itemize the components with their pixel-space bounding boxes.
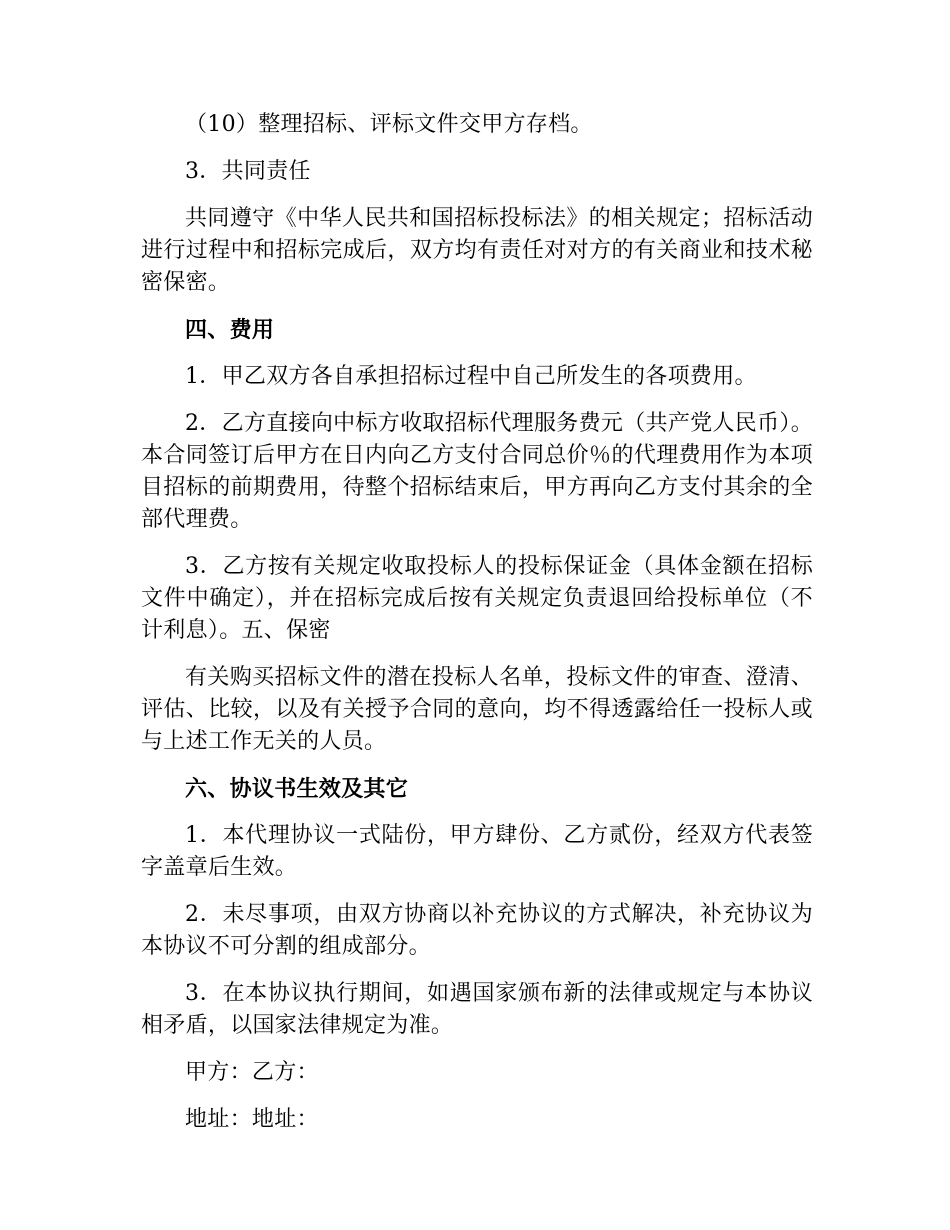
party-address-line: 地址：地址：	[185, 1107, 319, 1132]
clause-3-joint-responsibility-title: 3．共同责任	[185, 159, 311, 184]
section-4-fees-heading: 四、费用	[185, 317, 275, 343]
effect-clause-1: 1．本代理协议一式陆份，甲方肆份、乙方贰份，经双方代表签字盖章后生效。	[141, 823, 813, 880]
section-6-effect-heading: 六、协议书生效及其它	[185, 776, 409, 802]
fees-clause-3: 3．乙方按有关规定收取投标人的投标保证金（具体金额在招标文件中确定），并在招标完成后按有关规定负责退回给投标单位（不计利息）。五、保密	[141, 554, 813, 643]
clause-joint-responsibility-body: 共同遵守《中华人民共和国招标投标法》的相关规定；招标活动进行过程中和招标完成后，双方均有责任对对方的有关商业和技术秘密保密。	[141, 206, 813, 295]
effect-clause-3: 3．在本协议执行期间，如遇国家颁布新的法律或规定与本协议相矛盾，以国家法律规定为准。	[141, 981, 813, 1038]
clause-10-archive: （10）整理招标、评标文件交甲方存档。	[185, 112, 593, 137]
confidentiality-body: 有关购买招标文件的潜在投标人名单，投标文件的审查、澄清、评估、比较，以及有关授予合同的意向，均不得透露给任一投标人或与上述工作无关的人员。	[141, 665, 813, 754]
document-page	[141, 109, 813, 1136]
fees-clause-1: 1．甲乙双方各自承担招标过程中自己所发生的各项费用。	[185, 364, 757, 389]
effect-clause-2: 2．未尽事项，由双方协商以补充协议的方式解决，补充协议为本协议不可分割的组成部分。	[141, 902, 813, 959]
party-names-line: 甲方：乙方：	[185, 1060, 319, 1085]
fees-clause-2: 2．乙方直接向中标方收取招标代理服务费元（共产党人民币）。本合同签订后甲方在日内向乙方支付合同总价％的代理费用作为本项目招标的前期费用，待整个招标结束后，甲方再向乙方支付其余的全部代理费。	[141, 411, 813, 532]
